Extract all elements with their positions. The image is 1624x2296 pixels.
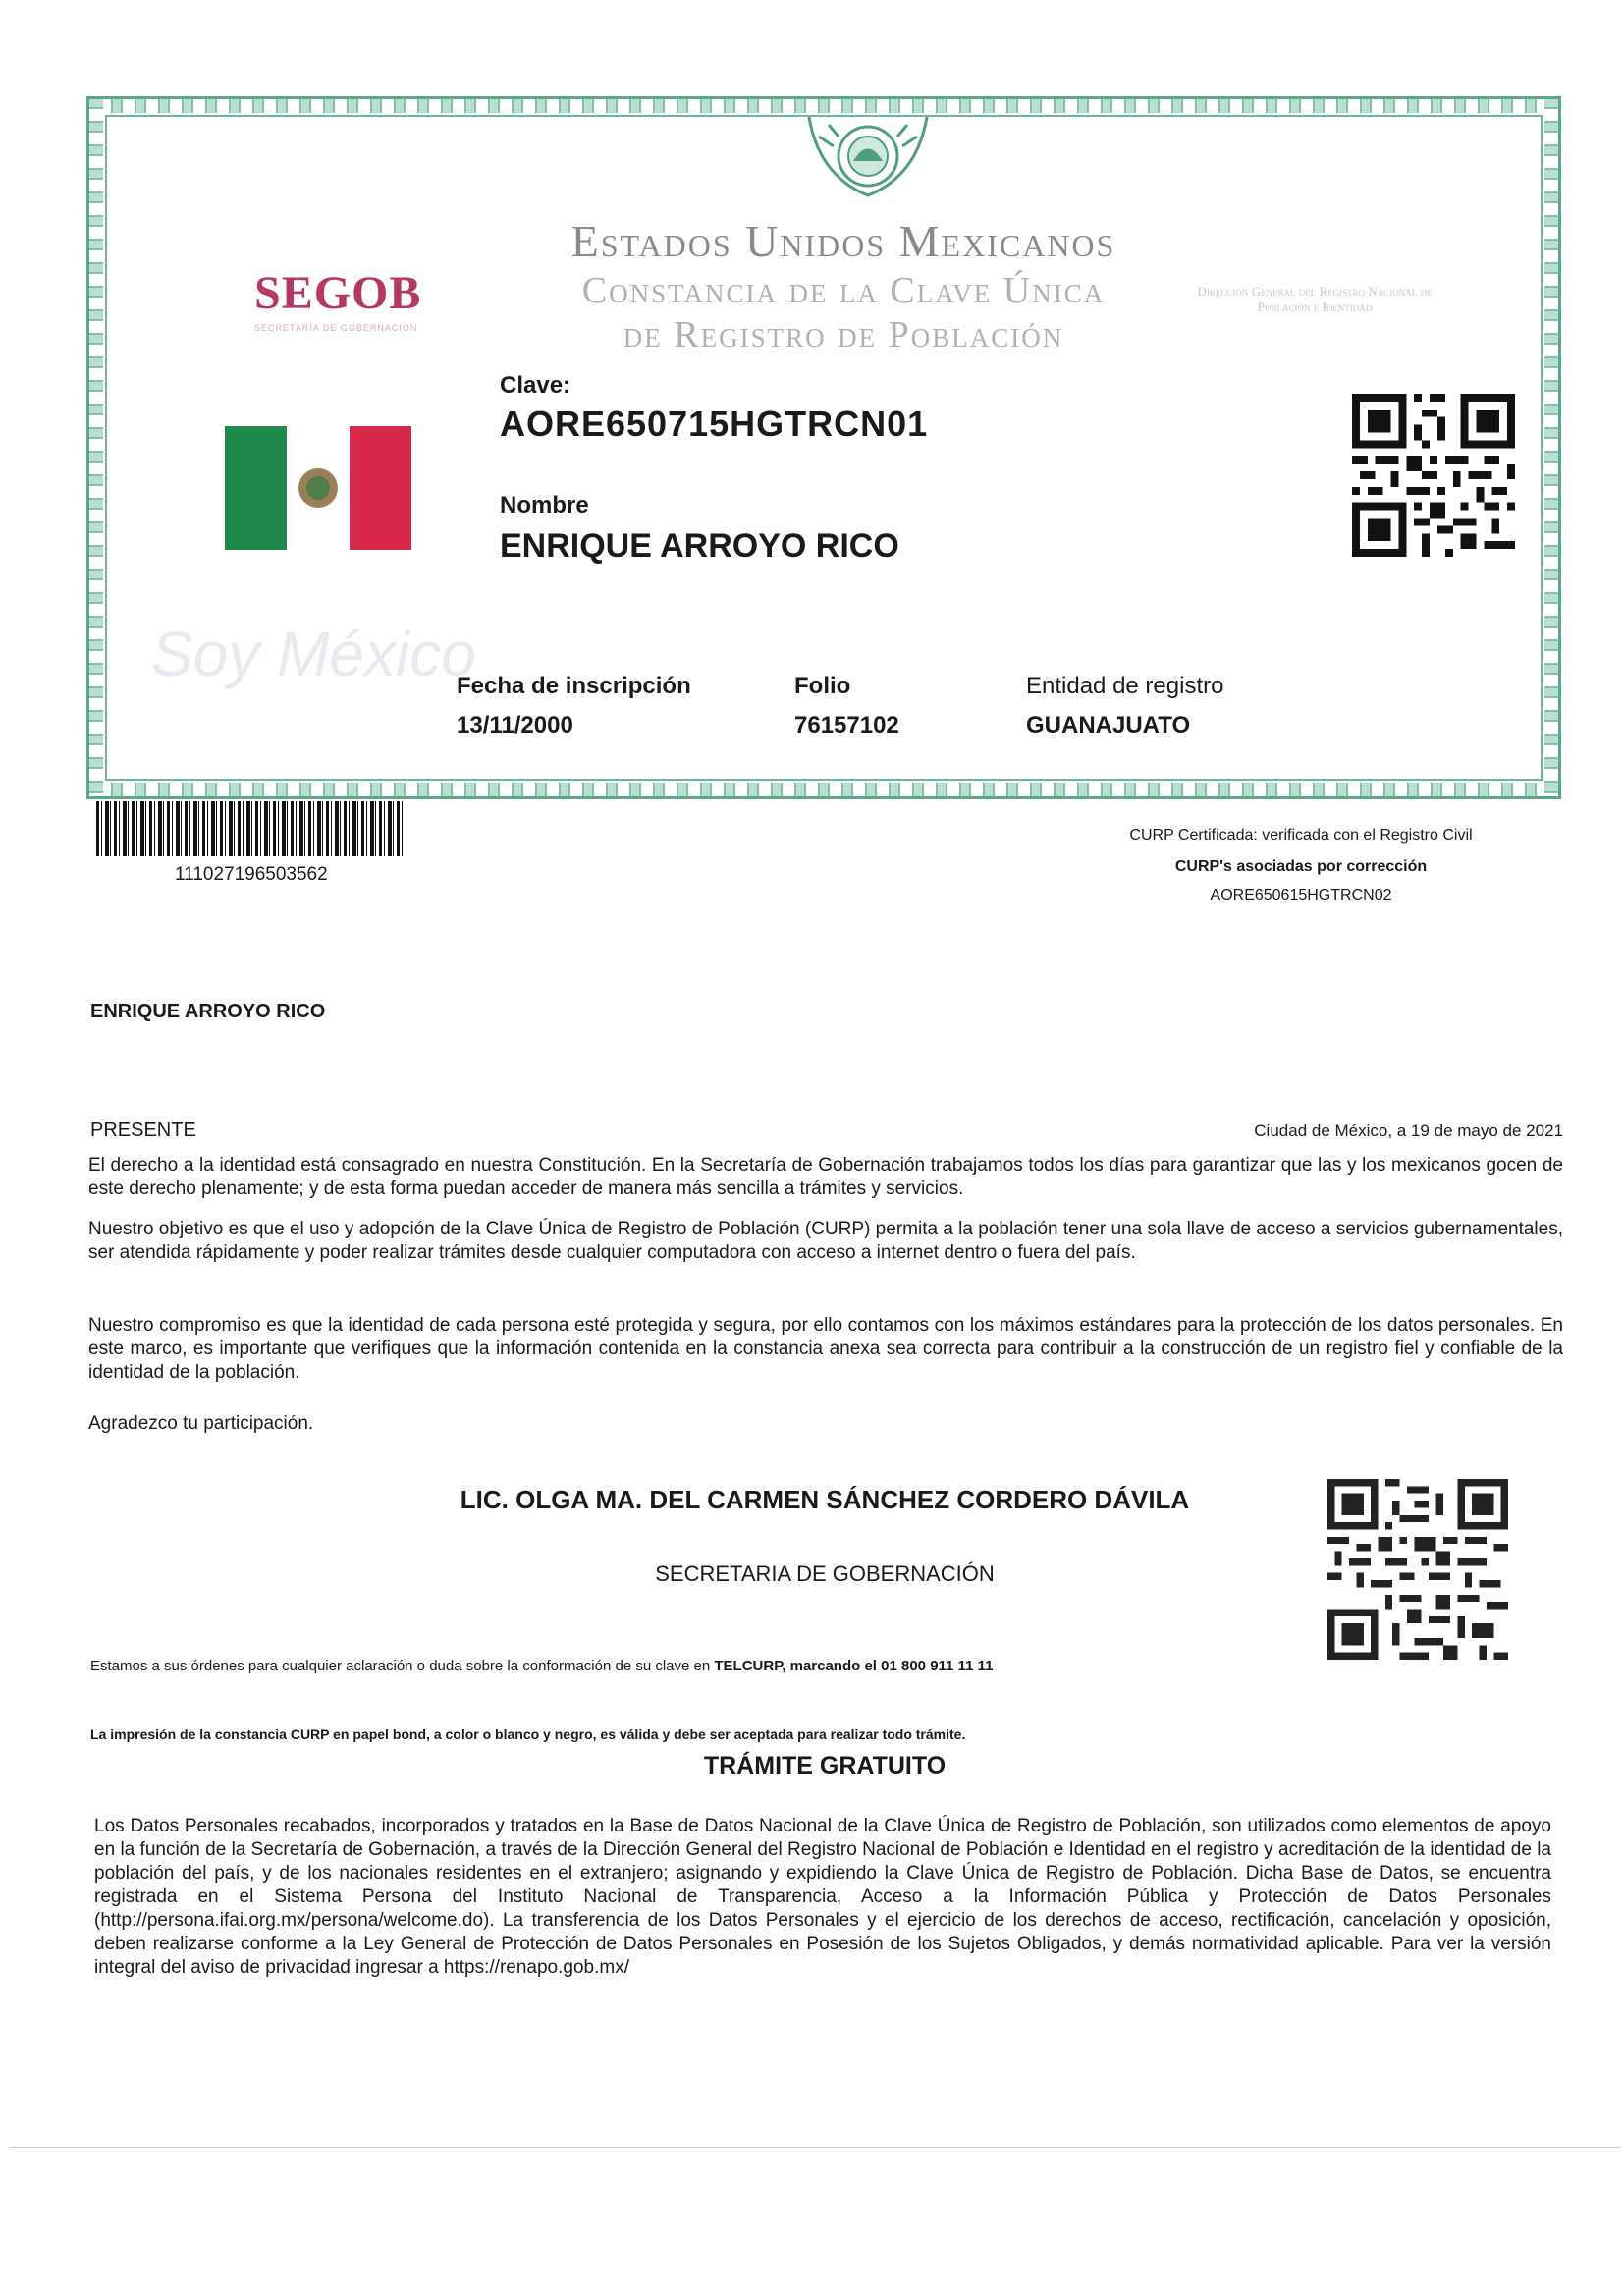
letter-paragraph-1: El derecho a la identidad está consagrado en nuestra Constitución. En la Secretaría de Gobernación trabajamos todos los días para garantizar que las y los mexicanos gocen de este derecho plenamente; y de esta forma puedan acceder de manera más sencilla a trámites y servicios.: [88, 1155, 1563, 1199]
free-procedure-label: TRÁMITE GRATUITO: [703, 1752, 947, 1779]
contact-line: [90, 1658, 993, 1674]
telcurp-phone: TELCURP, marcando el 01 800 911 11 11: [714, 1658, 994, 1674]
letter-paragraph-2: Nuestro objetivo es que el uso y adopción de la Clave Única de Registro de Población (CURP) permita a la población tener una sola llave de acceso a servicios gubernamentales, ser atendida rápidamente y poder realizar trámites desde cualquier computadora con acceso a internet dentro o fuera del país.: [88, 1219, 1563, 1263]
letter-thanks: Agradezco tu participación.: [88, 1413, 314, 1434]
signatory-title: SECRETARIA DE GOBERNACIÓN: [655, 1561, 995, 1586]
folio-value: 76157102: [794, 712, 899, 738]
recipient-name: ENRIQUE ARROYO RICO: [90, 1001, 326, 1022]
nombre-value: ENRIQUE ARROYO RICO: [500, 527, 899, 565]
qr-code-icon: [1352, 394, 1515, 557]
document-title-line2: de Registro de Población: [623, 314, 1064, 355]
curp-certificate: [86, 96, 1561, 799]
frame-border-left: [89, 99, 103, 796]
frame-border-right: [1544, 99, 1558, 796]
directorate-name: Dirección General del Registro Nacional de Población e Identidad: [1197, 284, 1433, 314]
segob-logo: SEGOB: [254, 267, 422, 319]
frame-border-bottom: [89, 783, 1558, 796]
page-divider: [10, 2147, 1620, 2148]
signatory-name: LIC. OLGA MA. DEL CARMEN SÁNCHEZ CORDERO DÁVILA: [460, 1485, 1190, 1514]
qr-code-icon: [1327, 1479, 1508, 1660]
certificate-body: [105, 115, 1543, 781]
entidad-registro-label: Entidad de registro: [1026, 673, 1224, 699]
country-title: Estados Unidos Mexicanos: [570, 216, 1116, 266]
folio-label: Folio: [794, 673, 851, 699]
entidad-registro-value: GUANAJUATO: [1026, 712, 1191, 738]
frame-border-top: [89, 99, 1558, 113]
barcode-icon: [96, 801, 405, 856]
barcode-number: 111027196503562: [175, 864, 328, 885]
associated-curp-value: AORE650615HGTRCN02: [1210, 887, 1392, 903]
nombre-label: Nombre: [500, 492, 589, 519]
associated-curps-label: CURP's asociadas por corrección: [1174, 858, 1428, 875]
clave-label: Clave:: [500, 372, 571, 399]
fecha-inscripcion-value: 13/11/2000: [457, 712, 573, 738]
mexico-flag-icon: [225, 426, 411, 550]
validity-note: La impresión de la constancia CURP en papel bond, a color o blanco y negro, es válida y debe ser aceptada para realizar todo trámite.: [90, 1726, 966, 1742]
salutation: PRESENTE: [90, 1120, 196, 1141]
contact-text: Estamos a sus órdenes para cualquier aclaración o duda sobre la conformación de su clave en: [90, 1658, 715, 1674]
soy-mexico-watermark: Soy México: [151, 619, 476, 689]
place-date: Ciudad de México, a 19 de mayo de 2021: [1254, 1121, 1563, 1140]
privacy-notice: Los Datos Personales recabados, incorporados y tratados en la Base de Datos Nacional de la Clave Única de Registro de Población, son utilizados como elementos de apoyo en la función de la Secretaría de Gobernación, a través de la Dirección General del Registro Nacional de Población e Identidad en el registro y acreditación de la identidad de la población del país, y de los nacionales residentes en el extranjero; asignando y expidiendo la Clave Única de Registro de Población. Dicha Base de Datos, se encuentra registrada en el Sistema Persona del Instituto Nacional de Transparencia, Acceso a la Información Pública y Protección de Datos Personales (http://persona.ifai.org.mx/persona/welcome.do). La transferencia de los Datos Personales y el ejercicio de los derechos de acceso, rectificación, cancelación y oposición, deben realizarse conforme a la Ley General de Protección de Datos Personales en Posesión de los Sujetos Obligados, y demás normatividad aplicable. Para ver la versión integral del aviso de privacidad ingresar a https://renapo.gob.mx/: [94, 1816, 1551, 1978]
document-title-line1: Constancia de la Clave Única: [581, 270, 1106, 311]
segob-subtitle: SECRETARÍA DE GOBERNACIÓN: [254, 323, 418, 333]
letter-paragraph-3: Nuestro compromiso es que la identidad de cada persona esté protegida y segura, por ello contamos con los máximos estándares para la protección de los datos personales. En este marco, es importante que verifiques que la información contenida en la constancia anexa sea correcta para contribuir a la construcción de un registro fiel y confiable de la identidad de la población.: [88, 1315, 1563, 1383]
curp-certified-status: CURP Certificada: verificada con el Registro Civil: [1129, 827, 1473, 844]
fecha-inscripcion-label: Fecha de inscripción: [457, 673, 691, 699]
coat-of-arms-icon: [799, 117, 937, 215]
clave-value: AORE650715HGTRCN01: [500, 404, 929, 444]
